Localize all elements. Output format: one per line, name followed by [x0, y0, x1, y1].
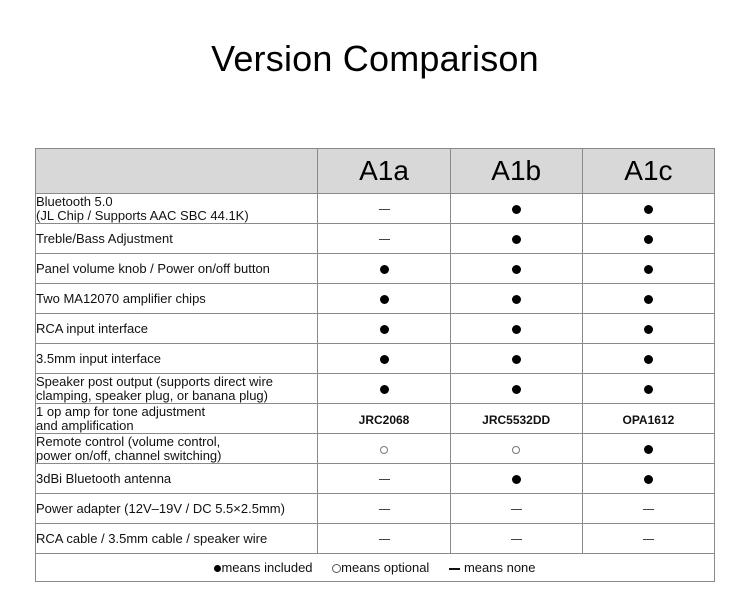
- feature-label: Two MA12070 amplifier chips: [36, 290, 206, 306]
- feature-cell: [36, 464, 318, 494]
- value-cell-a1b: [450, 524, 582, 554]
- page-title: Version Comparison: [211, 38, 539, 79]
- value-cell-a1a: [318, 194, 450, 224]
- filled-dot-icon: [380, 295, 389, 304]
- feature-label: clamping, speaker plug, or banana plug): [36, 387, 268, 403]
- feature-label: Bluetooth 5.0: [36, 194, 113, 209]
- value-cell-a1b: [450, 344, 582, 374]
- filled-dot-icon: [512, 205, 521, 214]
- value-cell-a1a: [318, 344, 450, 374]
- filled-dot-icon: [644, 295, 653, 304]
- feature-cell: [36, 314, 318, 344]
- value-cell-a1a: [318, 284, 450, 314]
- filled-dot-icon: [512, 325, 521, 334]
- feature-label: Power adapter (12V–19V / DC 5.5×2.5mm): [36, 500, 285, 516]
- feature-cell: [36, 434, 318, 464]
- filled-dot-icon: [512, 265, 521, 274]
- value-cell-a1b: [450, 404, 582, 434]
- legend-none-label: means none: [463, 560, 536, 575]
- feature-label: RCA input interface: [36, 320, 149, 336]
- hollow-circle-icon: [512, 446, 520, 454]
- dash-icon: [449, 568, 460, 570]
- value-cell-a1a: [318, 524, 450, 554]
- feature-cell: [36, 344, 318, 374]
- value-cell-a1a: [318, 374, 450, 404]
- table-row: [36, 524, 715, 554]
- value-cell-a1a: [318, 494, 450, 524]
- value-cell-a1c: [582, 224, 714, 254]
- feature-label: 3dBi Bluetooth antenna: [36, 470, 172, 486]
- filled-dot-icon: [644, 265, 653, 274]
- filled-dot-icon: [380, 385, 389, 394]
- dash-icon: [379, 239, 390, 240]
- value-cell-a1a: [318, 404, 450, 434]
- feature-label: 1 op amp for tone adjustment: [36, 404, 206, 419]
- feature-cell: [36, 194, 318, 224]
- value-cell-a1b: [450, 434, 582, 464]
- dash-icon: [379, 209, 390, 210]
- legend-cell: [36, 554, 715, 582]
- feature-label: RCA cable / 3.5mm cable / speaker wire: [36, 530, 268, 546]
- table-row: [36, 464, 715, 494]
- legend-included-label: means included: [221, 560, 313, 575]
- filled-dot-icon: [644, 235, 653, 244]
- table-row: [36, 404, 715, 434]
- feature-cell: [36, 524, 318, 554]
- value-cell-a1a: [318, 434, 450, 464]
- value-cell-a1b: [450, 374, 582, 404]
- dash-icon: [643, 509, 654, 510]
- feature-label: Panel volume knob / Power on/off button: [36, 260, 270, 276]
- table-row: [36, 254, 715, 284]
- table-row: [36, 434, 715, 464]
- filled-dot-icon: [644, 385, 653, 394]
- feature-label: and amplification: [36, 417, 134, 433]
- value-cell-a1c: [582, 254, 714, 284]
- legend-included: [214, 560, 312, 575]
- feature-label: Treble/Bass Adjustment: [36, 230, 173, 246]
- value-cell-a1c: [582, 494, 714, 524]
- value-cell-a1c: [582, 314, 714, 344]
- filled-dot-icon: [512, 235, 521, 244]
- feature-cell: [36, 494, 318, 524]
- legend-optional: [332, 560, 429, 575]
- feature-cell: [36, 284, 318, 314]
- value-cell-a1b: [450, 494, 582, 524]
- column-header-a1c: A1c: [582, 149, 714, 194]
- filled-dot-icon: [512, 355, 521, 364]
- value-cell-a1b: [450, 224, 582, 254]
- feature-label: (JL Chip / Supports AAC SBC 44.1K): [36, 207, 249, 223]
- value-cell-a1a: [318, 254, 450, 284]
- filled-dot-icon: [380, 325, 389, 334]
- filled-dot-icon: [512, 475, 521, 484]
- dash-icon: [643, 539, 654, 540]
- feature-label: Remote control (volume control,: [36, 434, 221, 449]
- value-cell-a1b: [450, 194, 582, 224]
- table-row: [36, 284, 715, 314]
- value-cell-a1c: [582, 344, 714, 374]
- value-cell-a1b: [450, 464, 582, 494]
- opamp-model-text: JRC2068: [358, 412, 410, 427]
- dash-icon: [379, 509, 390, 510]
- value-cell-a1b: [450, 254, 582, 284]
- table-row: [36, 224, 715, 254]
- value-cell-a1c: [582, 524, 714, 554]
- table-row: [36, 494, 715, 524]
- feature-label: Speaker post output (supports direct wire: [36, 374, 274, 389]
- value-cell-a1a: [318, 314, 450, 344]
- column-header-a1a: A1a: [318, 149, 450, 194]
- feature-label: power on/off, channel switching): [36, 447, 222, 463]
- filled-dot-icon: [512, 295, 521, 304]
- value-cell-a1c: [582, 434, 714, 464]
- header-blank-cell: [36, 149, 318, 194]
- filled-dot-icon: [512, 385, 521, 394]
- opamp-model-text: OPA1612: [622, 412, 675, 427]
- value-cell-a1b: [450, 314, 582, 344]
- dash-icon: [379, 479, 390, 480]
- filled-dot-icon: [380, 355, 389, 364]
- filled-dot-icon: [644, 475, 653, 484]
- value-cell-a1c: [582, 194, 714, 224]
- legend-none: [449, 560, 536, 575]
- dash-icon: [511, 539, 522, 540]
- feature-cell: [36, 374, 318, 404]
- legend-row: [36, 554, 715, 582]
- value-cell-a1c: [582, 374, 714, 404]
- value-cell-a1c: [582, 404, 714, 434]
- feature-label: 3.5mm input interface: [36, 350, 162, 366]
- value-cell-a1c: [582, 464, 714, 494]
- dash-icon: [511, 509, 522, 510]
- value-cell-a1a: [318, 224, 450, 254]
- value-cell-a1a: [318, 464, 450, 494]
- feature-cell: [36, 404, 318, 434]
- table-row: [36, 374, 715, 404]
- dash-icon: [379, 539, 390, 540]
- table-row: [36, 194, 715, 224]
- comparison-table: [35, 148, 715, 582]
- filled-dot-icon: [380, 265, 389, 274]
- value-cell-a1c: [582, 284, 714, 314]
- feature-cell: [36, 224, 318, 254]
- filled-dot-icon: [644, 325, 653, 334]
- column-header-a1b: A1b: [450, 149, 582, 194]
- filled-dot-icon: [644, 355, 653, 364]
- feature-cell: [36, 254, 318, 284]
- table-row: [36, 344, 715, 374]
- filled-dot-icon: [644, 445, 653, 454]
- hollow-circle-icon: [332, 564, 341, 573]
- header-row: [36, 149, 715, 194]
- legend-optional-label: means optional: [341, 560, 430, 575]
- hollow-circle-icon: [380, 446, 388, 454]
- opamp-model-text: JRC5532DD: [482, 412, 551, 427]
- filled-dot-icon: [644, 205, 653, 214]
- table-row: [36, 314, 715, 344]
- value-cell-a1b: [450, 284, 582, 314]
